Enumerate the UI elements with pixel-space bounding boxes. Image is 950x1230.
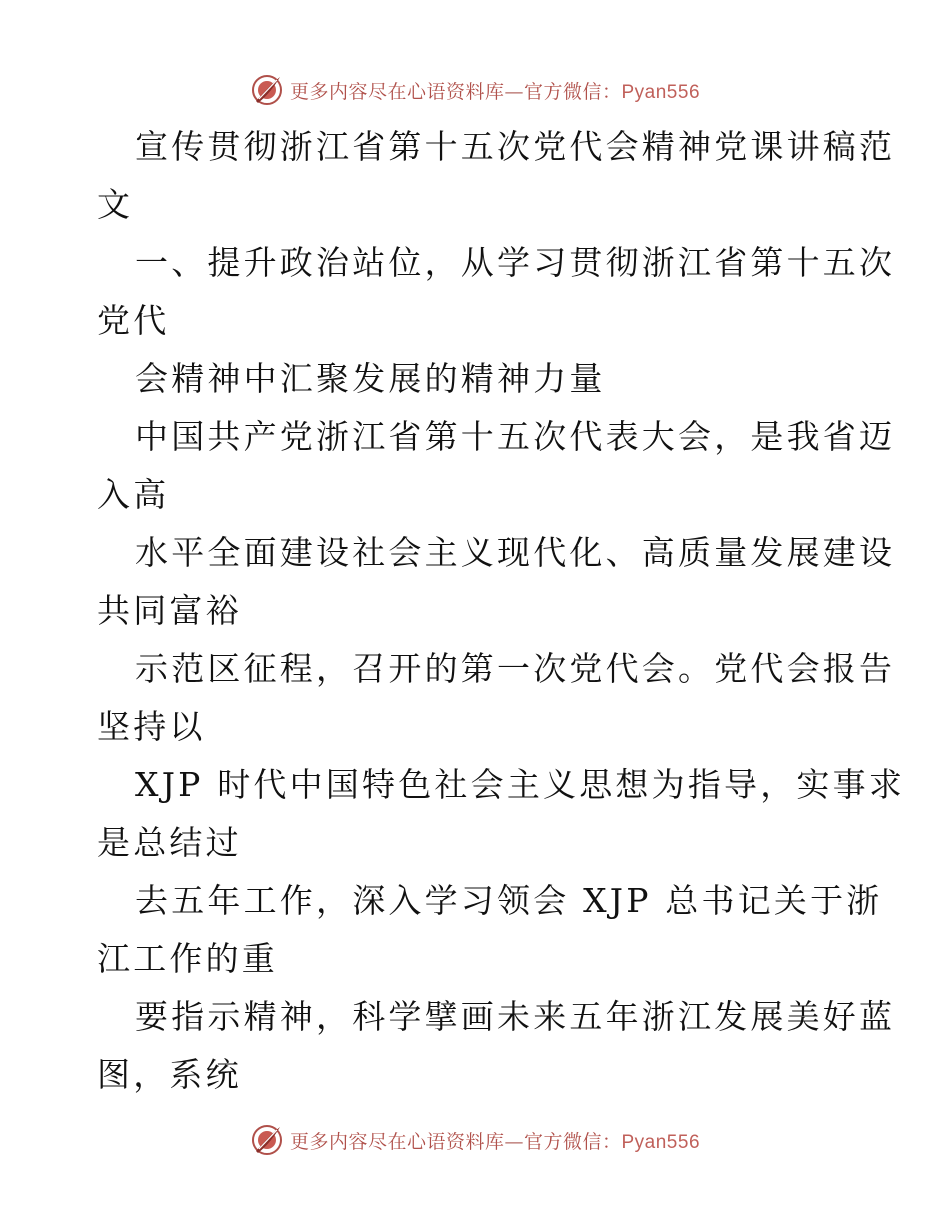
banner-dash: — — [504, 80, 524, 103]
text-line: 文 — [97, 185, 134, 224]
banner-id: Pyan556 — [621, 81, 701, 103]
banner-text — [290, 77, 700, 104]
text-line: 入高 — [97, 475, 170, 514]
text-line: 共同富裕 — [97, 591, 242, 630]
banner-text — [290, 1127, 700, 1154]
text-line: 去五年工作，深入学习领会 XJP 总书记关于浙 — [135, 881, 883, 920]
text-line: 要指示精神，科学擘画未来五年浙江发展美好蓝 — [135, 997, 896, 1036]
text-line: XJP 时代中国特色社会主义思想为指导，实事求 — [135, 765, 906, 804]
text-line: 是总结过 — [97, 823, 242, 862]
banner-label: 官方微信： — [523, 1130, 622, 1153]
text-line: 图，系统 — [97, 1055, 242, 1094]
text-line: 党代 — [97, 301, 170, 340]
banner-label: 官方微信： — [523, 80, 622, 103]
banner-main: 更多内容尽在心语资料库 — [289, 80, 505, 103]
document-body — [97, 118, 906, 1104]
text-line: 中国共产党浙江省第十五次代表大会，是我省迈 — [135, 417, 896, 456]
text-line: 江工作的重 — [97, 939, 278, 978]
text-line: 示范区征程，召开的第一次党代会。党代会报告 — [135, 649, 896, 688]
banner-id: Pyan556 — [621, 1131, 701, 1153]
header-banner — [0, 70, 950, 110]
text-line: 一、提升政治站位，从学习贯彻浙江省第十五次 — [135, 243, 896, 282]
quill-pen-logo-icon — [250, 1123, 284, 1157]
text-line: 坚持以 — [97, 707, 206, 746]
quill-pen-logo-icon — [250, 73, 284, 107]
banner-dash: — — [504, 1130, 524, 1153]
text-line: 水平全面建设社会主义现代化、高质量发展建设 — [135, 533, 896, 572]
text-line: 宣传贯彻浙江省第十五次党代会精神党课讲稿范 — [135, 127, 896, 166]
footer-banner — [0, 1120, 950, 1160]
banner-main: 更多内容尽在心语资料库 — [289, 1130, 505, 1153]
text-line: 会精神中汇聚发展的精神力量 — [135, 359, 606, 398]
